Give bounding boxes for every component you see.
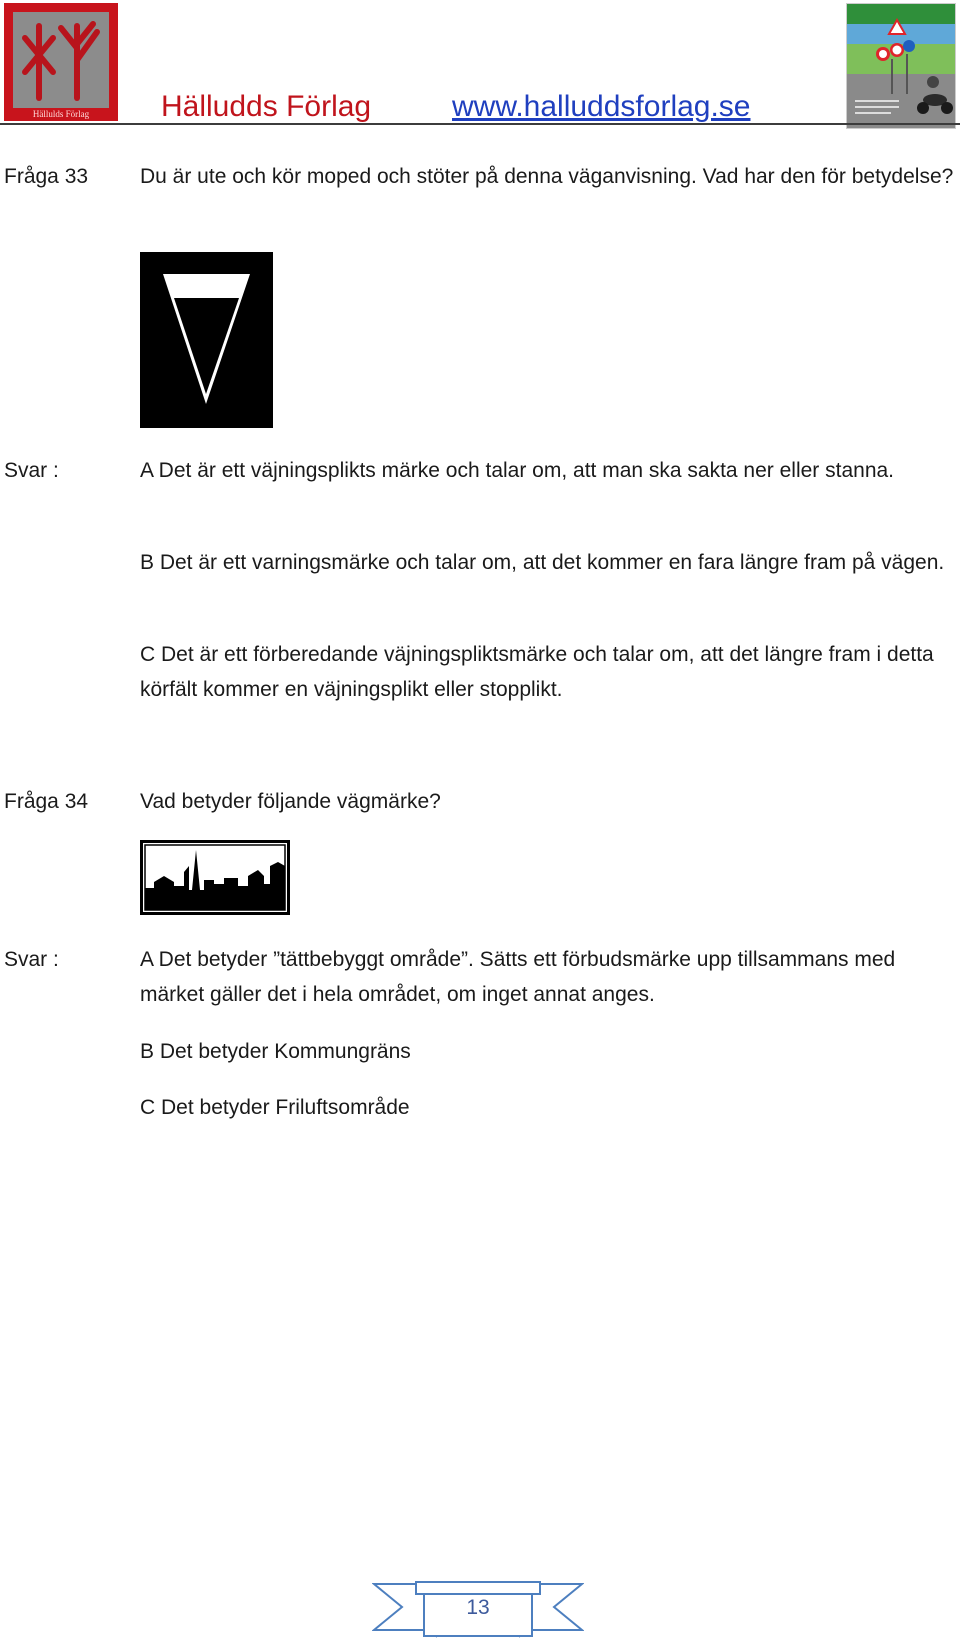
question-34-text: Vad betyder följande vägmärke? — [140, 790, 441, 813]
publisher-name: Hälludds Förlag — [161, 90, 372, 123]
yield-ahead-sign — [140, 252, 273, 428]
question-33-option-b: B Det är ett varningsmärke och talar om, att det kommer en fara längre fram på vägen. — [140, 551, 945, 574]
book-cover-moped-icon — [847, 4, 955, 128]
question-33-option-a: A Det är ett väjningsplikts märke och talar om, att man ska sakta ner eller stanna. — [140, 459, 895, 482]
book-cover — [846, 3, 956, 129]
runic-logo-icon — [13, 12, 109, 108]
yield-ahead-sign-icon — [140, 252, 273, 428]
question-34-option-a: A Det betyder ”tättbebyggt område”. Sätts ett förbudsmärke upp tillsammans med märket gäller det i hela området, om inget annat anges. — [140, 948, 896, 1006]
question-34-option-c: C Det betyder Friluftsområde — [140, 1096, 410, 1119]
question-34-answer-label: Svar : — [4, 948, 59, 971]
built-up-area-sign — [140, 840, 290, 915]
question-33-text: Du är ute och kör moped och stöter på denna väganvisning. Vad har den för betydelse? — [140, 165, 954, 188]
built-up-area-sign-icon — [140, 840, 290, 915]
question-33-answer-label: Svar : — [4, 459, 59, 482]
publisher-logo — [4, 3, 118, 121]
header-divider — [0, 123, 960, 125]
page-number: 13 — [466, 1596, 490, 1619]
question-33-option-c: C Det är ett förberedande väjningspliktsmärke och talar om, att det längre fram i detta körfält kommer en väjningsplikt eller stopplikt. — [140, 643, 934, 701]
logo-caption: Hällulds Förlag — [32, 109, 90, 119]
website-link[interactable]: www.halluddsforlag.se — [452, 90, 751, 123]
question-33-label: Fråga 33 — [4, 165, 89, 188]
question-34-option-b: B Det betyder Kommungräns — [140, 1040, 411, 1063]
question-34-label: Fråga 34 — [4, 790, 89, 813]
